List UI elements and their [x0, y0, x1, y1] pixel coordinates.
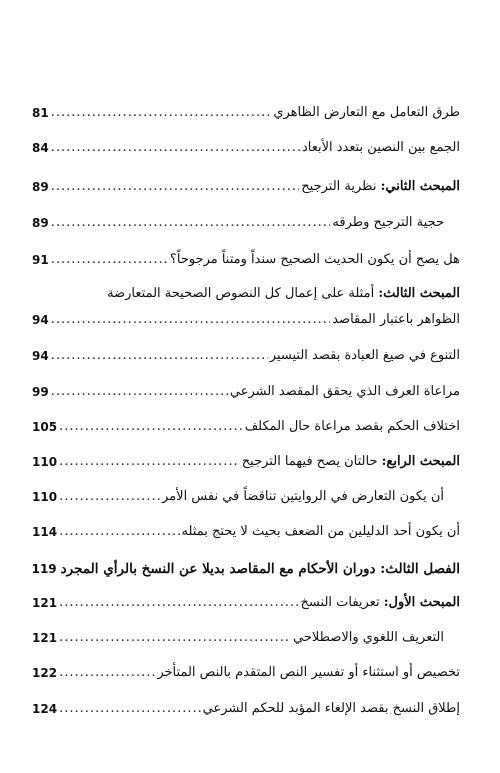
- toc-page-number: 89: [32, 180, 49, 194]
- toc-entry-title: اختلاف الحكم بقصد مراعاة حال المكلف: [244, 419, 460, 434]
- dot-leader: [51, 383, 228, 401]
- dot-leader: [51, 104, 272, 122]
- toc-entry-title: التعريف اللغوي والاصطلاحي: [293, 630, 444, 645]
- section-label: المبحث الأول:: [383, 595, 460, 610]
- toc-page-number: 114: [32, 525, 58, 539]
- toc-entry-title: [301, 178, 460, 196]
- toc-entry: [32, 243, 460, 269]
- section-label: المبحث الثاني:: [380, 179, 460, 194]
- toc-entry-title: هل يصح أن يكون الحديث الصحيح سنداً ومتناً مرجوحاً؟: [169, 252, 460, 267]
- toc-entry: [32, 375, 460, 401]
- toc-page-number: 110: [32, 490, 58, 504]
- dot-leader: [59, 418, 243, 436]
- toc-page-number: 81: [32, 106, 49, 120]
- toc-entry: [32, 339, 460, 365]
- toc-entry: [32, 621, 460, 647]
- toc-entry-title: [301, 594, 460, 612]
- toc-entry-title: مراعاة العرف الذي يحقق المقصد الشرعي: [229, 384, 460, 399]
- toc-entry-title: التنوع في صيغ العبادة بقصد التيسير: [269, 348, 460, 363]
- toc-page-number: 89: [32, 216, 49, 230]
- toc-page-number: 122: [32, 666, 58, 680]
- toc-entry: [32, 692, 460, 718]
- section-label: المبحث الثالث:: [378, 286, 460, 301]
- toc-entry: [32, 131, 460, 157]
- dot-leader: [59, 453, 240, 471]
- toc-page-number: 91: [32, 253, 49, 267]
- toc-entry-title: طرق التعامل مع التعارض الظاهري: [273, 105, 460, 120]
- toc-entry-title: حجية الترجيح وطرقه: [332, 215, 444, 230]
- dot-leader: [59, 594, 298, 612]
- toc-entry-title: أن يكون أحد الدليلين من الضعف بحيث لا يحتج بمثله: [181, 524, 460, 539]
- section-title: أمثلة على إعمال كل النصوص الصحيحة المتعارضة: [107, 286, 379, 301]
- dot-leader: [59, 629, 291, 647]
- dot-leader: [51, 347, 268, 365]
- dot-leader: [51, 251, 168, 269]
- toc-chapter-heading: [32, 552, 460, 578]
- section-title: حالتان يصح فيهما الترجيح: [241, 454, 382, 469]
- toc-section-heading: [32, 170, 460, 196]
- toc-entry-title: [242, 453, 460, 471]
- section-title: نظرية الترجيح: [301, 179, 381, 194]
- dot-leader: [59, 700, 201, 718]
- toc-entry-title: إطلاق النسخ بقصد الإلغاء المؤبد للحكم الشرعي: [202, 701, 460, 716]
- section-title: تعريفات النسخ: [300, 595, 384, 610]
- dot-leader: [51, 139, 300, 157]
- toc-entry-title: الجمع بين النصين بتعدد الأبعاد: [301, 140, 460, 155]
- toc-entry: [32, 480, 460, 506]
- toc-entry-title: الفصل الثالث: دوران الأحكام مع المقاصد بديلا عن النسخ بالرأي المجرد: [60, 561, 460, 577]
- toc-section-heading: [32, 586, 460, 612]
- toc-entry: [32, 206, 460, 232]
- toc-page-number: 84: [32, 141, 49, 155]
- toc-section-heading: [32, 445, 460, 471]
- dot-leader: [51, 178, 300, 196]
- dot-leader: [51, 311, 331, 329]
- toc-page-number: 121: [32, 631, 58, 645]
- toc-entry-title: أن يكون التعارض في الروايتين تناقضاً في نفس الأمر: [162, 489, 444, 504]
- toc-page-number: 94: [32, 313, 49, 327]
- toc-entry: [32, 515, 460, 541]
- toc-entry-title: تخصيص أو استثناء أو تفسير النص المتقدم بالنص المتأخر: [157, 665, 460, 680]
- toc-entry: [32, 303, 460, 329]
- toc-entry: [32, 656, 460, 682]
- section-label: المبحث الرابع:: [381, 454, 460, 469]
- toc-entry-title: الظواهر باعتبار المقاصد: [332, 312, 460, 327]
- toc-entry-title: [107, 285, 460, 303]
- toc-entry: [32, 410, 460, 436]
- toc-entry: [32, 96, 460, 122]
- toc-page-number: 121: [32, 596, 58, 610]
- dot-leader: [59, 664, 155, 682]
- toc-page-number: 105: [32, 420, 58, 434]
- toc-page-number: 110: [32, 455, 58, 469]
- dot-leader: [59, 488, 160, 506]
- toc-page-number: 94: [32, 349, 49, 363]
- toc-page-number: 124: [32, 702, 58, 716]
- toc-section-heading: [32, 277, 460, 303]
- toc-page-number: 119: [31, 562, 57, 576]
- dot-leader: [59, 523, 179, 541]
- dot-leader: [51, 214, 331, 232]
- toc-page-number: 99: [32, 385, 49, 399]
